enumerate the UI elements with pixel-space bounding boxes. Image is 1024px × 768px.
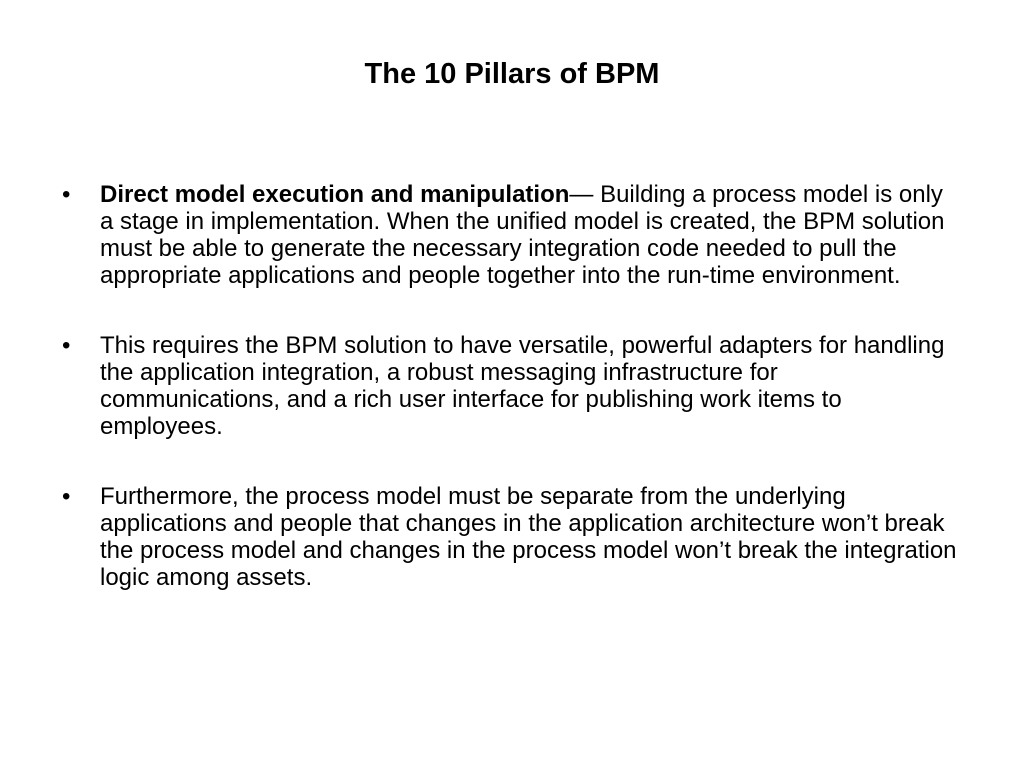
- bullet-icon: •: [62, 483, 71, 510]
- slide-title: The 10 Pillars of BPM: [364, 58, 660, 90]
- bullet-item: [62, 332, 962, 440]
- bullet-icon: •: [62, 181, 71, 208]
- bullet-icon: •: [62, 332, 71, 359]
- bullet-text: — Building a process model is only a stage in implementation. When the unified model is created, the BPM solution must be able to generate the necessary integration code needed to pull the appropriate applications and people together into the run-time environment.: [100, 181, 945, 289]
- bullet-list: [62, 181, 962, 634]
- bullet-lead: Direct model execution and manipulation: [100, 181, 570, 208]
- bullet-text: This requires the BPM solution to have versatile, powerful adapters for handling the application integration, a robust messaging infrastructure for communications, and a rich user interface for publishing work items to employees.: [100, 332, 945, 440]
- bullet-item: [62, 181, 962, 289]
- bullet-text: Furthermore, the process model must be separate from the underlying applications and people that changes in the application architecture won’t break the process model and changes in the process model won’t break the integration logic among assets.: [100, 483, 957, 591]
- bullet-item: [62, 483, 962, 591]
